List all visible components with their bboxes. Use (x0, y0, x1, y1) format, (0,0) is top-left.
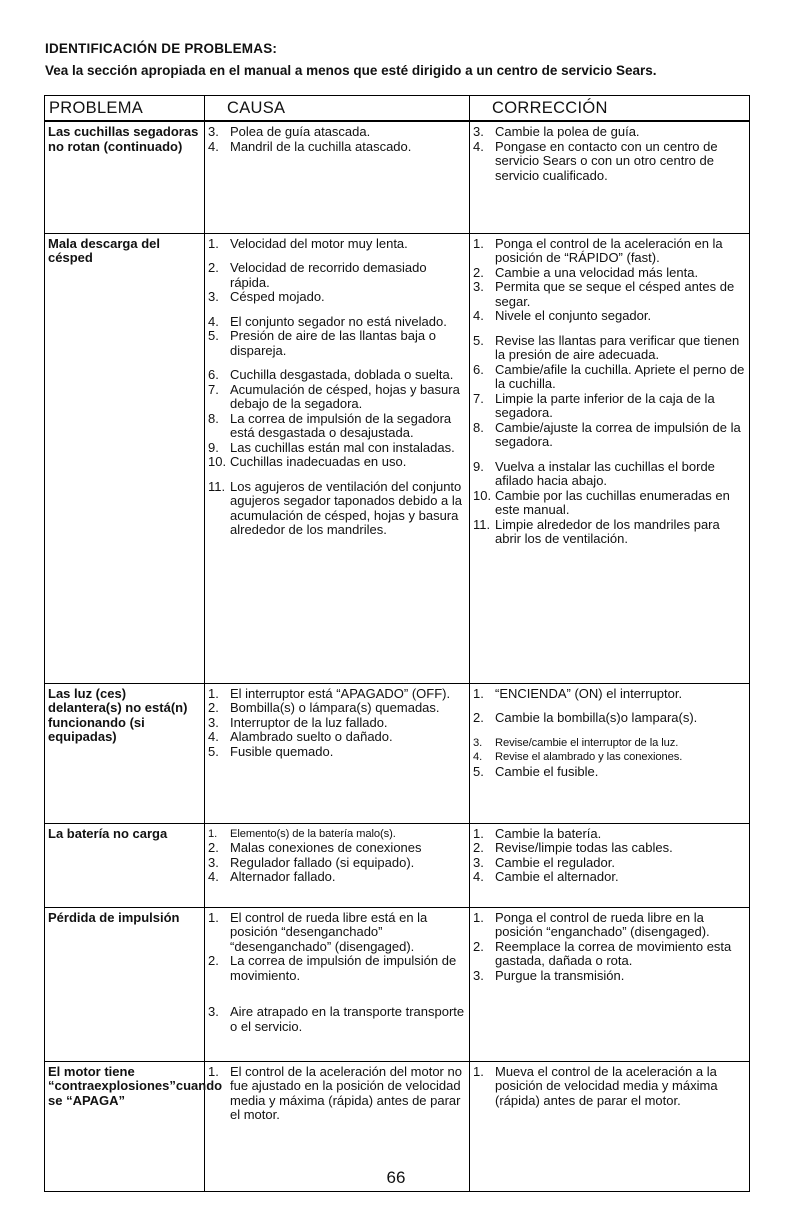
list-item: 4. Alambrado suelto o dañado. (208, 729, 393, 744)
list-item: 6. Cambie/afile la cuchilla. Apriete el perno de la cuchilla. (473, 361, 745, 391)
list-item: 5. Cambie el fusible. (473, 763, 599, 779)
list-item: 1. Ponga el control de rueda libre en la posición “enganchado” (disengaged). (473, 909, 710, 939)
list-item: 4. El conjunto segador no está nivelado. (208, 313, 447, 329)
list-item: 7. Acumulación de césped, hojas y basura debajo de la segadora. (208, 381, 460, 411)
list-item: 2. La correa de impulsión de impulsión de movimiento. (208, 953, 457, 983)
list-item: 6. Cuchilla desgastada, doblada o suelta. (208, 367, 454, 382)
list-item: 4. Cambie el alternador. (473, 869, 619, 884)
list-item: 3. Cambie el regulador. (473, 854, 615, 870)
list-item: 10. Cambie por las cuchillas enumeradas en este manual. (473, 487, 730, 517)
table-row (45, 233, 750, 683)
problem-cell: Las cuchillas segadoras no rotan (continuado) (45, 121, 205, 233)
page-number: 66 (386, 1168, 406, 1187)
list-item: 4. Alternador fallado. (208, 869, 336, 884)
list-item: 3. Césped mojado. (208, 289, 325, 304)
column-header-problem: PROBLEMA (45, 96, 205, 122)
correction-cell (470, 683, 750, 823)
list-item: 1. Elemento(s) de la batería malo(s). (208, 827, 396, 840)
list-item: 1. El control de rueda libre está en la posición “desenganchado” “desenganchado” (disengaged). (208, 909, 428, 954)
section-subtitle: Vea la sección apropiada en el manual a menos que esté dirigido a un centro de servicio Sears. (45, 63, 657, 78)
list-item: 2. Cambie la bombilla(s)o lampara(s). (473, 710, 698, 725)
problem-cell: Las luz (ces) delantera(s) no está(n) funcionando (si equipadas) (45, 683, 205, 823)
list-item: 8. Cambie/ajuste la correa de impulsión de la segadora. (473, 419, 741, 449)
cause-cell (205, 121, 470, 233)
list-item: 5. Fusible quemado. (208, 743, 334, 759)
problem-cell: Mala descarga del césped (45, 233, 205, 683)
problem-cell: El motor tiene “contraexplosiones”cuando se “APAGA” (45, 1061, 205, 1191)
list-item: 11. Limpie alrededor de los mandriles para abrir los de ventilación. (473, 516, 720, 546)
list-item: 1. Cambie la batería. (473, 825, 602, 841)
list-item: 3. Revise/cambie el interruptor de la luz. (473, 736, 679, 749)
troubleshooting-table (44, 95, 750, 1192)
column-header-correction: CORRECCIÓN (470, 96, 750, 122)
table-row (45, 823, 750, 907)
list-item: 3. Polea de guía atascada. (208, 124, 371, 139)
list-item: 3. Cambie la polea de guía. (473, 124, 640, 139)
list-item: 2. Revise/limpie todas las cables. (473, 840, 673, 855)
list-item: 1. El interruptor está “APAGADO” (OFF). (208, 685, 451, 701)
list-item: 4. Mandril de la cuchilla atascado. (208, 138, 412, 154)
list-item: 9. Las cuchillas están mal con instaladas. (208, 439, 455, 455)
list-item: 3. Permita que se seque el césped antes de segar. (473, 279, 735, 309)
list-item: 9. Vuelva a instalar las cuchillas el borde afilado hacia abajo. (473, 458, 715, 488)
cause-cell (205, 233, 470, 683)
correction-cell (470, 907, 750, 1061)
problem-cell: La batería no carga (45, 823, 205, 907)
list-item: 10. Cuchillas inadecuadas en uso. (208, 454, 407, 469)
page-heading (45, 40, 755, 79)
table-header-row (45, 96, 750, 122)
list-item: 11. Los agujeros de ventilación del conjunto agujeros segador taponados debido a la acumulación de césped, hojas y basura alrededor de los mandriles. (208, 478, 463, 537)
table-row (45, 907, 750, 1061)
correction-cell (470, 121, 750, 233)
list-item: 2. Cambie a una velocidad más lenta. (473, 264, 699, 280)
list-item: 1. El control de la aceleración del motor no fue ajustado en la posición de velocidad media y máxima (rápida) antes de parar el motor. (208, 1063, 462, 1122)
list-item: 1. “ENCIENDA” (ON) el interruptor. (473, 685, 683, 701)
list-item: 4. Nivele el conjunto segador. (473, 308, 652, 323)
list-item: 2. Bombilla(s) o lámpara(s) quemadas. (208, 700, 440, 715)
table-row (45, 683, 750, 823)
cause-cell (205, 907, 470, 1061)
table-row (45, 121, 750, 233)
problem-cell: Pérdida de impulsión (45, 907, 205, 1061)
list-item: 4. Revise el alambrado y las conexiones. (473, 751, 683, 763)
list-item: 1. Mueva el control de la aceleración a la posición de velocidad media y máxima (rápida) antes de parar el motor. (473, 1063, 718, 1108)
list-item: 2. Malas conexiones de conexiones (208, 840, 422, 855)
list-item: 2. Reemplace la correa de movimiento esta gastada, dañada o rota. (473, 938, 732, 968)
list-item: 1. Velocidad del motor muy lenta. (208, 235, 408, 251)
column-header-cause: CAUSA (205, 96, 470, 122)
list-item: 2. Velocidad de recorrido demasiado rápida. (208, 260, 427, 290)
section-title: IDENTIFICACIÓN DE PROBLEMAS: (45, 41, 278, 56)
list-item: 7. Limpie la parte inferior de la caja de la segadora. (473, 390, 715, 420)
cause-cell (205, 683, 470, 823)
cause-cell (205, 823, 470, 907)
list-item: 4. Pongase en contacto con un centro de servicio Sears o con un otro centro de servicio cualificado. (473, 138, 718, 183)
correction-cell (470, 823, 750, 907)
list-item: 5. Presión de aire de las llantas baja o dispareja. (208, 328, 436, 358)
list-item: 3. Regulador fallado (si equipado). (208, 854, 415, 870)
list-item: 1. Ponga el control de la aceleración en la posición de “RÁPIDO” (fast). (473, 235, 723, 265)
correction-cell (470, 233, 750, 683)
list-item: 3. Purgue la transmisión. (473, 967, 625, 983)
list-item: 3. Interruptor de la luz fallado. (208, 714, 388, 730)
list-item: 3. Aire atrapado en la transporte transporte o el servicio. (208, 1004, 465, 1034)
list-item: 5. Revise las llantas para verificar que tienen la presión de aire adecuada. (473, 332, 740, 362)
list-item: 8. La correa de impulsión de la segadora está desgastada o desajustada. (208, 410, 452, 440)
